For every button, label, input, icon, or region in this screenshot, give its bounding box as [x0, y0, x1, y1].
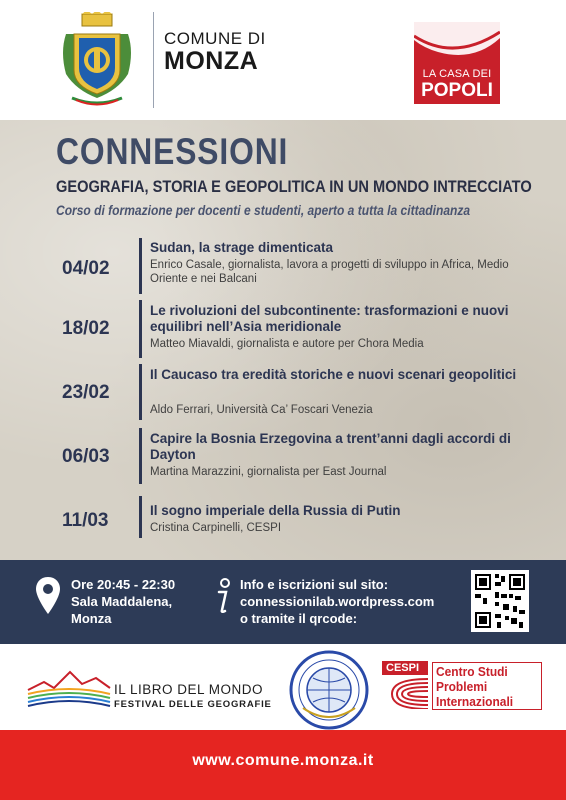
header-divider [153, 12, 154, 108]
event-author: Martina Marazzini, giornalista per East Journal [150, 466, 387, 478]
website-link[interactable]: connessionilab.wordpress.com [240, 594, 435, 609]
qr-code[interactable] [471, 570, 529, 632]
comune-line2: MONZA [164, 47, 259, 75]
association-seal-icon [289, 650, 369, 730]
cespi-line2: Problemi [436, 679, 488, 694]
event-date: 18/02 [62, 318, 110, 339]
libro-del-mondo-title: IL LIBRO DEL MONDO [114, 682, 264, 697]
libro-del-mondo-subtitle: FESTIVAL DELLE GEOGRAFIE [114, 699, 272, 710]
cespi-acronym: CESPI [386, 662, 420, 674]
event-divider [139, 496, 142, 538]
comune-line1: COMUNE DI [164, 29, 266, 48]
event-date: 23/02 [62, 382, 110, 403]
event-author: Aldo Ferrari, Università Ca’ Foscari Venezia [150, 404, 373, 416]
libro-del-mondo-logo-icon [26, 668, 112, 708]
casa-line1: LA CASA DEI [422, 68, 492, 80]
casa-dei-popoli-logo [414, 22, 500, 104]
casa-line2: POPOLI [421, 80, 493, 101]
event-author: Enrico Casale, giornalista, lavora a progetti di sviluppo in Africa, Medio Oriente e nei Balcani [150, 259, 509, 285]
registration-info [240, 576, 434, 627]
event-title: Le rivoluzioni del subcontinente: trasformazioni e nuovi equilibri nell’Asia meridionale [150, 303, 509, 334]
course-tagline: Corso di formazione per docenti e studenti, aperto a tutta la cittadinanza [56, 202, 471, 218]
info-line3: o tramite il qrcode: [240, 611, 358, 626]
cespi-name [432, 662, 542, 710]
venue-line2: Monza [71, 611, 112, 626]
event-date: 11/03 [62, 510, 109, 531]
event-divider [139, 428, 142, 484]
monza-crest-icon [54, 12, 140, 108]
footer-url-link[interactable]: www.comune.monza.it [192, 752, 374, 769]
event-title: Il sogno imperiale della Russia di Putin [150, 503, 401, 518]
cespi-line3: Internazionali [436, 694, 514, 709]
event-title: Il Caucaso tra eredità storiche e nuovi scenari geopolitici [150, 367, 517, 382]
cespi-line1: Centro Studi [436, 664, 508, 679]
event-author: Matteo Miavaldi, giornalista e autore per Chora Media [150, 338, 424, 350]
comune-monza-logo [164, 30, 266, 74]
info-icon [214, 578, 232, 616]
event-divider [139, 238, 142, 294]
event-author: Cristina Carpinelli, CESPI [150, 522, 282, 534]
event-date: 06/03 [62, 446, 110, 467]
event-title: Capire la Bosnia Erzegovina a trent’anni dagli accordi di Dayton [150, 431, 511, 462]
location-pin-icon [35, 576, 61, 616]
event-time: Ore 20:45 - 22:30 [71, 577, 176, 592]
course-title: CONNESSIONI [56, 131, 289, 172]
event-date: 04/02 [62, 258, 110, 279]
event-divider [139, 364, 142, 420]
venue-line1: Sala Maddalena, [71, 594, 173, 609]
location-info [71, 576, 175, 627]
event-title: Sudan, la strage dimenticata [150, 240, 334, 255]
info-line1: Info e iscrizioni sul sito: [240, 577, 389, 592]
course-subtitle: GEOGRAFIA, STORIA E GEOPOLITICA IN UN MONDO INTRECCIATO [56, 177, 532, 196]
casa-arc-icon [414, 22, 500, 68]
event-divider [139, 300, 142, 358]
